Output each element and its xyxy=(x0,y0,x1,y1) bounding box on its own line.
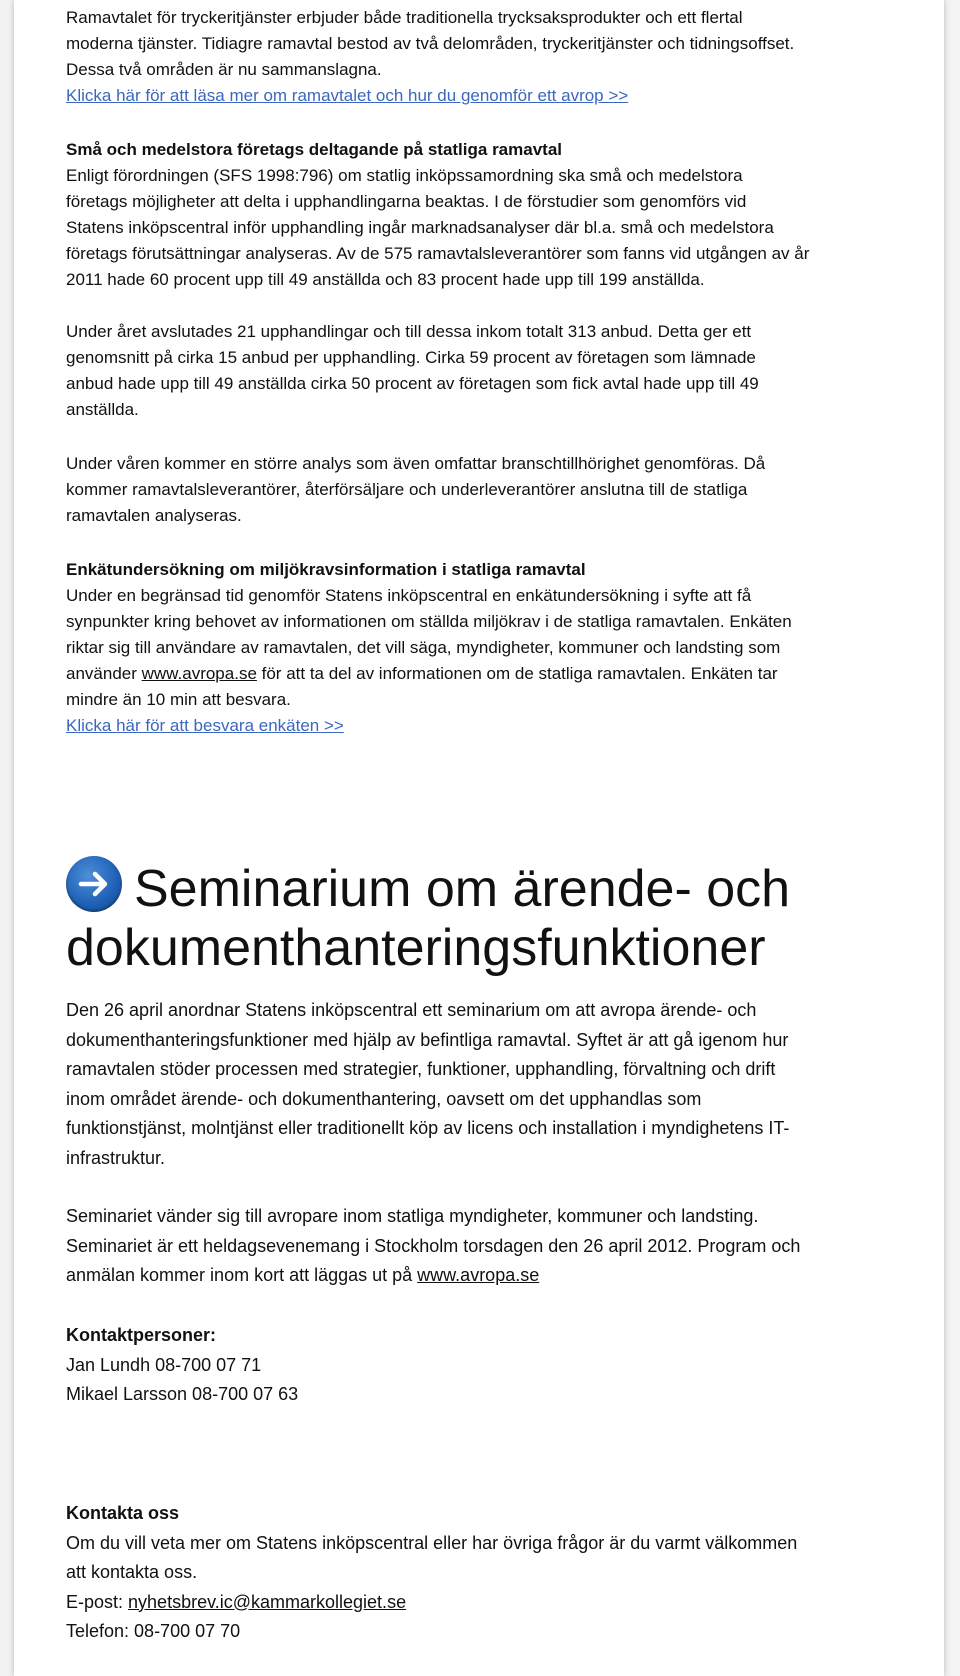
newsletter-page xyxy=(14,0,944,1676)
survey-line: synpunkter kring behovet av informationen om ställda miljökrav i de statliga ramavtalen. Enkäten xyxy=(66,612,792,631)
seminar-line: anmälan kommer inom kort att läggas ut på xyxy=(66,1265,418,1285)
intro-text xyxy=(66,5,906,109)
seminar-line: inom området ärende- och dokumenthantering, oavsett om det upphandlas som xyxy=(66,1088,702,1109)
contact-persons xyxy=(66,1321,916,1410)
contact-persons-heading: Kontaktpersoner: xyxy=(66,1325,217,1345)
sme-line: Under året avslutades 21 upphandlingar och till dessa inkom totalt 313 anbud. Detta ger ett xyxy=(66,322,752,341)
arrow-right-circle-icon xyxy=(66,856,122,912)
seminar-line: dokumenthanteringsfunktioner med hjälp av befintliga ramavtal. Syftet är att gå igenom hur xyxy=(66,1029,789,1050)
intro-line-3: Dessa två områden är nu sammanslagna. xyxy=(66,60,382,79)
contact-person: Mikael Larsson 08-700 07 63 xyxy=(66,1384,299,1404)
seminar-line: Seminariet är ett heldagsevenemang i Stockholm torsdagen den 26 april 2012. Program och xyxy=(66,1235,801,1256)
seminar-paragraph-2 xyxy=(66,1202,916,1291)
sme-line: företags förutsättningar analyseras. Av de 575 ramavtalsleverantörer som fanns vid utgången av år xyxy=(66,244,810,263)
seminar-line: funktionstjänst, molntjänst eller traditionellt köp av licens och installation i myndighetens IT- xyxy=(66,1118,790,1138)
survey-line: mindre än 10 min att besvara. xyxy=(66,690,291,709)
sme-line: anbud hade upp till 49 anställda cirka 50 procent av företagen som fick avtal hade upp till 49 xyxy=(66,374,759,393)
email-link[interactable]: nyhetsbrev.ic@kammarkollegiet.se xyxy=(128,1591,407,1612)
intro-line-1: Ramavtalet för tryckeritjänster erbjuder både traditionella trycksaksprodukter och ett flertal xyxy=(66,8,743,27)
sme-section xyxy=(66,137,906,293)
seminar-title xyxy=(66,856,926,978)
contact-line: att kontakta oss. xyxy=(66,1562,198,1582)
seminar-line: Den 26 april anordnar Statens inköpscentral ett seminarium om att avropa ärende- och xyxy=(66,1000,757,1020)
intro-section xyxy=(66,5,906,109)
seminar-line: infrastruktur. xyxy=(66,1147,166,1168)
contact-person: Jan Lundh 08-700 07 71 xyxy=(66,1354,262,1375)
read-more-framework-link[interactable]: Klicka här för att läsa mer om ramavtalet och hur du genomför ett avrop >> xyxy=(66,86,629,105)
seminar-line: Seminariet vänder sig till avropare inom statliga myndigheter, kommuner och landsting. xyxy=(66,1206,759,1226)
sme-paragraph-3 xyxy=(66,451,906,529)
sme-line: kommer ramavtalsleverantörer, återförsäljare och underleverantörer anslutna till de statliga xyxy=(66,480,748,499)
survey-line: Under en begränsad tid genomför Statens inköpscentral en enkätundersökning i syfte att få xyxy=(66,586,752,605)
answer-survey-link[interactable]: Klicka här för att besvara enkäten >> xyxy=(66,716,344,735)
phone-number: Telefon: 08-700 07 70 xyxy=(66,1621,241,1641)
sme-line: ramavtalen analyseras. xyxy=(66,506,242,525)
avropa-link-seminar[interactable]: www.avropa.se xyxy=(417,1265,540,1285)
survey-line: för att ta del av informationen om de statliga ramavtalen. Enkäten tar xyxy=(256,664,778,683)
email-label: E-post: xyxy=(66,1591,129,1612)
sme-line: Enligt förordningen (SFS 1998:796) om statlig inköpssamordning ska små och medelstora xyxy=(66,166,743,185)
sme-heading: Små och medelstora företags deltagande på statliga ramavtal xyxy=(66,140,562,159)
contact-heading: Kontakta oss xyxy=(66,1503,180,1523)
sme-paragraph-1 xyxy=(66,137,906,293)
survey-line: använder xyxy=(66,664,142,683)
seminar-title-line-1: Seminarium om ärende- och xyxy=(134,860,791,918)
sme-line: genomsnitt på cirka 15 anbud per upphandling. Cirka 59 procent av företagen som lämnade xyxy=(66,348,756,367)
sme-line: anställda. xyxy=(66,400,139,419)
intro-line-2: moderna tjänster. Tidiagre ramavtal bestod av två delområden, tryckeritjänster och tidningsoffset. xyxy=(66,34,795,53)
avropa-link[interactable]: www.avropa.se xyxy=(141,664,257,683)
sme-line: Statens inköpscentral inför upphandling ingår marknadsanalyser där bl.a. små och medelstora xyxy=(66,218,774,237)
contact-section xyxy=(66,1499,916,1647)
sme-line: Under våren kommer en större analys som även omfattar branschtillhörighet genomföras. Då xyxy=(66,454,766,473)
sme-line: företags möjligheter att delta i upphandlingarna beaktas. I de förstudier som genomförs vid xyxy=(66,192,747,211)
contact-line: Om du vill veta mer om Statens inköpscentral eller har övriga frågor är du varmt välkommen xyxy=(66,1532,798,1553)
sme-paragraph-2 xyxy=(66,319,906,423)
survey-section xyxy=(66,557,906,739)
survey-line: riktar sig till användare av ramavtalen, det vill säga, myndigheter, kommuner och landsting som xyxy=(66,638,781,657)
seminar-line: ramavtalen stöder processen med strategier, funktioner, upphandling, förvaltning och drift xyxy=(66,1059,776,1079)
survey-heading: Enkätundersökning om miljökravsinformation i statliga ramavtal xyxy=(66,560,586,579)
seminar-paragraph-1 xyxy=(66,996,916,1173)
sme-line: 2011 hade 60 procent upp till 49 anställda och 83 procent hade upp till 199 anställda. xyxy=(66,270,705,289)
seminar-title-line-2: dokumenthanteringsfunktioner xyxy=(66,919,766,977)
